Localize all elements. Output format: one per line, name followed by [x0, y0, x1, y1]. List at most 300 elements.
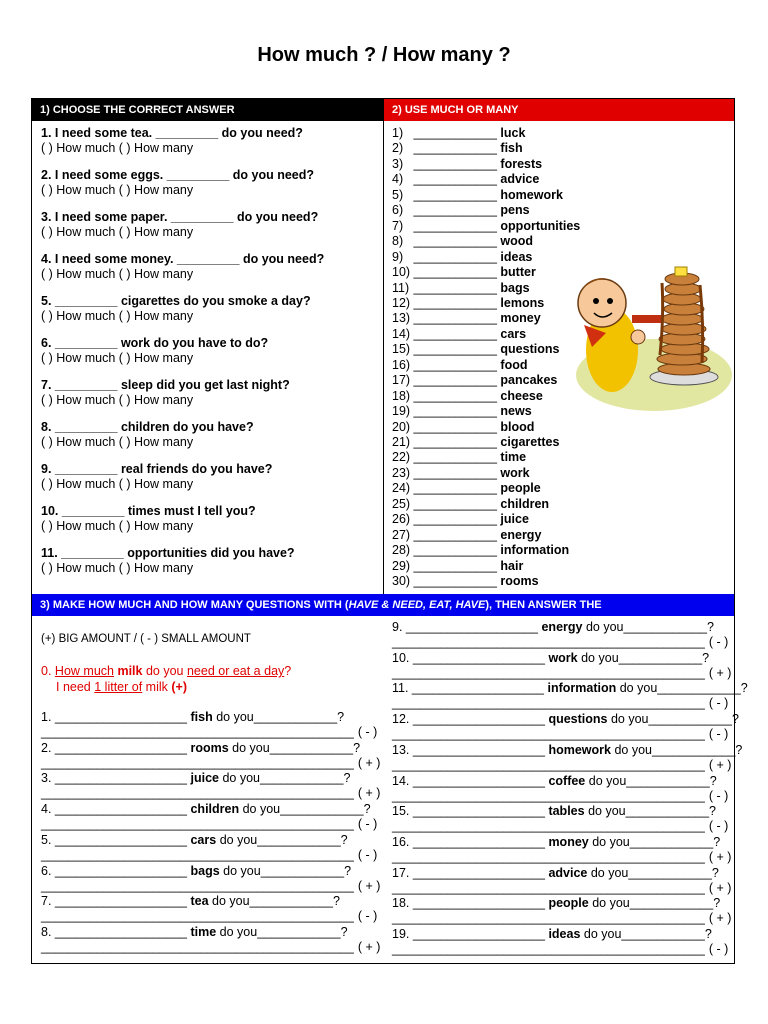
- row-number: 17.: [392, 865, 410, 880]
- do-you-text: do you: [619, 681, 658, 696]
- answer-blank[interactable]: ____________: [413, 481, 497, 496]
- example-answer-sign: (+): [171, 680, 187, 694]
- word-label: blood: [500, 419, 535, 434]
- word-number: 17): [392, 373, 411, 388]
- answer-blank[interactable]: ____________: [648, 712, 732, 727]
- word-number: 2): [392, 141, 404, 156]
- example-question: [41, 663, 291, 679]
- answer-blank[interactable]: _____________________________________________: [392, 696, 705, 711]
- answer-blank[interactable]: ____________: [413, 404, 497, 419]
- amount-sign: ( - ): [357, 909, 378, 924]
- word-item: [392, 342, 559, 357]
- word-item: [392, 311, 541, 326]
- answer-blank[interactable]: ____________: [413, 419, 497, 434]
- question-mark: ?: [713, 896, 721, 911]
- answer-blank[interactable]: ____________: [621, 927, 705, 941]
- row-number: 18.: [392, 896, 410, 911]
- word-number: 20): [392, 419, 411, 434]
- answer-row: [41, 940, 380, 955]
- word-label: food: [500, 357, 528, 372]
- word-item: [392, 512, 529, 527]
- word-number: 8): [392, 234, 404, 249]
- answer-row: [392, 696, 728, 711]
- answer-blank[interactable]: _____________________________________________: [392, 942, 705, 956]
- word-number: 23): [392, 465, 411, 480]
- answer-blank[interactable]: ___________________: [51, 924, 191, 939]
- word-number: 27): [392, 527, 411, 542]
- answer-blank[interactable]: ____________: [413, 342, 497, 357]
- amount-sign: ( + ): [708, 757, 732, 772]
- word-number: 11): [392, 280, 410, 295]
- answer-blank[interactable]: ____________: [413, 373, 497, 388]
- question-text: 1. I need some tea. _________ do you need?: [41, 126, 303, 140]
- answer-blank[interactable]: _____________________________________________: [392, 635, 705, 649]
- section3-header-post: ), THEN ANSWER THE: [485, 599, 602, 611]
- word-label: cars: [500, 326, 527, 341]
- question-mark: ?: [340, 924, 348, 939]
- question-text: 2. I need some eggs. _________ do you need?: [41, 168, 315, 182]
- answer-blank[interactable]: ____________: [413, 234, 497, 249]
- answer-blank[interactable]: ___________________: [408, 681, 548, 696]
- row-noun: money: [548, 834, 589, 849]
- word-label: fish: [500, 141, 523, 156]
- answer-blank[interactable]: ____________: [413, 280, 497, 295]
- word-number: 9): [392, 249, 404, 264]
- row-number: 13.: [392, 742, 410, 757]
- word-label: children: [500, 496, 550, 511]
- word-item: [392, 219, 580, 234]
- row-noun: time: [190, 924, 217, 939]
- word-label: homework: [500, 187, 563, 202]
- word-label: news: [500, 404, 532, 419]
- answer-row: [392, 850, 731, 865]
- answer-row: [41, 817, 377, 832]
- question-item: [41, 336, 268, 366]
- amount-sign: ( + ): [357, 939, 381, 954]
- row-noun: coffee: [548, 773, 586, 788]
- answer-blank[interactable]: ____________: [413, 496, 497, 511]
- section3-header-em: HAVE & NEED, EAT, HAVE: [348, 599, 486, 611]
- answer-blank[interactable]: ____________: [413, 527, 497, 542]
- row-noun: homework: [548, 742, 611, 757]
- question-item: [41, 378, 290, 408]
- do-you-text: do you: [592, 834, 630, 849]
- word-label: rooms: [500, 574, 539, 589]
- answer-blank[interactable]: ___________________: [51, 832, 191, 847]
- answer-blank[interactable]: ____________: [257, 832, 341, 847]
- row-noun: cars: [190, 832, 217, 847]
- question-row: [392, 620, 714, 635]
- word-item: [392, 234, 533, 249]
- example-num: 0.: [41, 664, 52, 678]
- row-number: 10.: [392, 650, 410, 665]
- amount-sign: ( + ): [357, 755, 381, 770]
- answer-blank[interactable]: ____________: [413, 265, 497, 280]
- word-label: work: [500, 465, 530, 480]
- answer-blank[interactable]: ___________________: [409, 712, 549, 727]
- row-number: 1.: [41, 710, 52, 724]
- word-item: [392, 528, 541, 543]
- answer-blank[interactable]: ___________________: [409, 896, 549, 911]
- answer-choices[interactable]: ( ) How much ( ) How many: [41, 183, 194, 197]
- word-number: 16): [392, 357, 411, 372]
- answer-blank[interactable]: ____________: [413, 435, 497, 449]
- answer-blank[interactable]: ____________: [413, 388, 497, 403]
- question-mark: ?: [731, 712, 739, 727]
- question-item: [41, 252, 324, 282]
- answer-choices[interactable]: ( ) How much ( ) How many: [41, 309, 194, 323]
- answer-blank[interactable]: ___________________: [409, 742, 549, 757]
- word-label: people: [500, 481, 541, 496]
- example-answer: [56, 679, 187, 695]
- section1-header: 1) CHOOSE THE CORRECT ANSWER: [32, 99, 383, 121]
- amount-sign: ( - ): [708, 942, 729, 956]
- word-item: [392, 543, 569, 558]
- answer-blank[interactable]: _____________________________________________: [392, 849, 705, 864]
- answer-choices[interactable]: ( ) How much ( ) How many: [41, 267, 194, 281]
- answer-blank[interactable]: ____________: [651, 742, 736, 757]
- word-number: 22): [392, 450, 411, 465]
- word-item: [392, 126, 525, 141]
- row-noun: people: [548, 896, 589, 911]
- question-item: [41, 210, 318, 240]
- answer-blank[interactable]: ____________: [629, 834, 714, 849]
- row-number: 2.: [41, 740, 52, 755]
- answer-blank[interactable]: _____________________________________________: [41, 878, 354, 893]
- answer-row: [392, 789, 728, 804]
- answer-choices[interactable]: ( ) How much ( ) How many: [41, 519, 194, 533]
- do-you-text: do you: [610, 712, 649, 727]
- word-number: 30): [392, 574, 411, 589]
- answer-row: [392, 635, 728, 650]
- answer-blank[interactable]: ____________: [413, 574, 497, 589]
- question-mark: ?: [343, 771, 351, 786]
- answer-blank[interactable]: ____________: [629, 896, 714, 911]
- answer-choices[interactable]: ( ) How much ( ) How many: [41, 561, 194, 575]
- answer-blank[interactable]: _____________________________________________: [392, 757, 705, 772]
- answer-blank[interactable]: ___________________: [51, 710, 191, 724]
- answer-blank[interactable]: ___________________: [51, 771, 191, 786]
- answer-blank[interactable]: ____________: [618, 650, 703, 665]
- question-row: [392, 896, 720, 911]
- amount-sign: ( - ): [357, 817, 378, 832]
- word-label: information: [500, 543, 570, 558]
- answer-blank[interactable]: ____________: [413, 249, 497, 264]
- word-number: 4): [392, 172, 404, 187]
- answer-blank[interactable]: ____________: [413, 558, 497, 573]
- row-number: 9.: [392, 620, 403, 634]
- word-item: [392, 327, 526, 342]
- answer-row: [392, 942, 728, 957]
- row-number: 8.: [41, 924, 52, 939]
- answer-blank[interactable]: _____________________________________________: [41, 725, 354, 739]
- row-number: 4.: [41, 802, 52, 817]
- answer-blank[interactable]: ___________________: [51, 740, 191, 755]
- row-noun: juice: [190, 771, 219, 786]
- answer-blank[interactable]: _____________________________________________: [41, 817, 354, 832]
- answer-blank[interactable]: ____________: [413, 141, 497, 156]
- row-number: 7.: [41, 894, 52, 909]
- answer-blank[interactable]: ____________: [280, 802, 364, 817]
- answer-blank[interactable]: ____________: [257, 924, 341, 939]
- question-mark: ?: [711, 865, 719, 880]
- do-you-text: do you: [585, 620, 624, 634]
- answer-blank[interactable]: ___________________: [409, 865, 549, 880]
- question-text: 4. I need some money. _________ do you need?: [41, 252, 325, 266]
- word-item: [392, 157, 542, 172]
- amount-sign: ( + ): [357, 878, 381, 893]
- answer-blank[interactable]: ____________: [260, 863, 345, 878]
- answer-blank[interactable]: _____________________________________________: [41, 786, 354, 801]
- question-row: [41, 802, 371, 817]
- answer-blank[interactable]: ____________: [413, 357, 497, 372]
- question-row: [41, 741, 360, 756]
- row-number: 14.: [392, 773, 410, 788]
- answer-choices[interactable]: ( ) How much ( ) How many: [41, 435, 194, 449]
- answer-blank[interactable]: ____________: [413, 465, 497, 480]
- do-you-text: do you: [592, 896, 630, 911]
- word-label: cigarettes: [500, 435, 560, 449]
- answer-blank[interactable]: ____________: [413, 156, 497, 171]
- do-you-text: do you: [588, 773, 627, 788]
- word-number: 24): [392, 481, 411, 496]
- answer-choices[interactable]: ( ) How much ( ) How many: [41, 225, 194, 239]
- answer-blank[interactable]: _____________________________________________: [41, 847, 354, 862]
- question-text: 6. _________ work do you have to do?: [41, 336, 269, 350]
- question-row: [41, 833, 348, 848]
- question-row: [392, 651, 709, 666]
- word-number: 5): [392, 187, 404, 202]
- do-you-text: do you: [222, 771, 260, 786]
- question-mark: ?: [709, 773, 717, 788]
- question-row: [392, 927, 712, 942]
- word-number: 21): [392, 435, 411, 449]
- word-item: [392, 497, 549, 512]
- word-item: [392, 481, 541, 496]
- answer-blank[interactable]: ____________: [253, 710, 338, 724]
- answer-blank[interactable]: ____________: [269, 740, 354, 755]
- answer-row: [392, 666, 731, 681]
- question-item: [41, 420, 254, 450]
- answer-choices[interactable]: ( ) How much ( ) How many: [41, 351, 194, 365]
- row-number: 12.: [392, 712, 410, 727]
- example-mid: do you: [145, 664, 184, 678]
- row-noun: work: [548, 650, 578, 665]
- question-row: [41, 864, 351, 879]
- word-number: 28): [392, 543, 411, 558]
- answer-blank[interactable]: ____________: [413, 172, 497, 187]
- do-you-text: do you: [583, 927, 622, 941]
- word-number: 26): [392, 512, 411, 527]
- row-number: 16.: [392, 834, 410, 849]
- row-noun: tea: [190, 894, 209, 909]
- answer-blank[interactable]: _____________________________________________: [392, 665, 705, 680]
- question-mark: ?: [340, 832, 348, 847]
- word-item: [392, 141, 523, 156]
- amount-sign: ( - ): [357, 847, 378, 862]
- answer-blank[interactable]: ____________: [623, 620, 707, 634]
- answer-blank[interactable]: _____________________________________________: [392, 727, 705, 742]
- question-mark: ?: [353, 740, 361, 755]
- word-label: bags: [500, 280, 530, 295]
- question-text: 9. _________ real friends do you have?: [41, 462, 273, 476]
- do-you-text: do you: [232, 740, 270, 755]
- answer-blank[interactable]: ____________: [413, 512, 497, 527]
- answer-blank[interactable]: _____________________________________________: [41, 939, 354, 954]
- answer-blank[interactable]: _____________________________________________: [392, 819, 705, 834]
- example-answer-mid: 1 litter of: [94, 680, 143, 694]
- answer-blank[interactable]: ____________: [413, 126, 497, 140]
- answer-blank[interactable]: ____________: [413, 543, 497, 558]
- word-item: [392, 265, 536, 280]
- answer-blank[interactable]: _____________________________________________: [41, 755, 354, 770]
- word-number: 18): [392, 388, 411, 403]
- answer-blank[interactable]: ____________: [413, 311, 497, 326]
- answer-row: [41, 725, 377, 740]
- word-item: [392, 296, 544, 311]
- word-label: forests: [500, 156, 543, 171]
- answer-blank[interactable]: ____________: [413, 203, 497, 218]
- answer-blank[interactable]: ___________________: [409, 804, 549, 819]
- amount-sign: ( - ): [708, 727, 729, 742]
- amount-sign: ( - ): [708, 696, 729, 711]
- answer-choices[interactable]: ( ) How much ( ) How many: [41, 477, 194, 491]
- answer-blank[interactable]: _____________________________________________: [392, 911, 705, 926]
- row-noun: advice: [548, 865, 588, 880]
- word-label: opportunities: [500, 218, 581, 233]
- word-item: [392, 281, 530, 296]
- answer-blank[interactable]: ____________: [413, 450, 497, 465]
- word-item: [392, 389, 543, 404]
- word-label: pancakes: [500, 373, 558, 388]
- question-row: [392, 743, 742, 758]
- answer-blank[interactable]: ____________: [413, 187, 497, 202]
- do-you-text: do you: [590, 865, 629, 880]
- question-row: [41, 771, 350, 786]
- answer-row: [392, 727, 728, 742]
- question-row: [41, 894, 340, 909]
- word-item: [392, 404, 532, 419]
- answer-blank[interactable]: ___________________: [402, 620, 542, 634]
- answer-blank[interactable]: _____________________________________________: [392, 880, 705, 895]
- question-mark: ?: [363, 802, 371, 817]
- answer-blank[interactable]: ____________: [413, 218, 497, 233]
- question-text: 8. _________ children do you have?: [41, 420, 254, 434]
- amount-sign: ( - ): [357, 725, 378, 739]
- word-number: 15): [392, 342, 411, 357]
- answer-blank[interactable]: ___________________: [409, 650, 549, 665]
- question-item: [41, 504, 256, 534]
- answer-blank[interactable]: ____________: [628, 865, 712, 880]
- answer-blank[interactable]: ___________________: [409, 834, 549, 849]
- word-number: 29): [392, 558, 411, 573]
- question-text: 10. _________ times must I tell you?: [41, 504, 256, 518]
- do-you-text: do you: [223, 863, 261, 878]
- answer-choices[interactable]: ( ) How much ( ) How many: [41, 141, 194, 155]
- word-label: questions: [500, 342, 560, 357]
- question-mark: ?: [706, 620, 714, 634]
- word-item: [392, 358, 527, 373]
- amount-sign: ( - ): [708, 819, 729, 834]
- example-answer-noun: milk: [145, 680, 168, 694]
- answer-blank[interactable]: ___________________: [51, 802, 191, 817]
- word-item: [392, 435, 559, 450]
- word-label: hair: [500, 558, 524, 573]
- answer-row: [41, 786, 380, 801]
- question-item: [41, 168, 314, 198]
- question-mark: ?: [704, 927, 712, 941]
- word-number: 6): [392, 203, 404, 218]
- answer-blank[interactable]: ____________: [413, 326, 497, 341]
- question-row: [392, 866, 719, 881]
- word-item: [392, 450, 526, 465]
- answer-row: [392, 819, 728, 834]
- answer-row: [41, 848, 377, 863]
- word-item: [392, 373, 557, 388]
- answer-choices[interactable]: ( ) How much ( ) How many: [41, 393, 194, 407]
- word-number: 12): [392, 295, 411, 310]
- answer-row: [41, 756, 380, 771]
- answer-blank[interactable]: ____________: [657, 681, 741, 696]
- example-how: How much: [54, 664, 114, 678]
- question-mark: ?: [337, 710, 345, 724]
- question-item: [41, 126, 303, 156]
- answer-blank[interactable]: ____________: [249, 894, 334, 909]
- question-item: [41, 546, 295, 576]
- answer-blank[interactable]: _____________________________________________: [41, 909, 354, 924]
- answer-blank[interactable]: ____________: [260, 771, 344, 786]
- word-item: [392, 466, 530, 481]
- question-row: [41, 710, 344, 725]
- word-label: money: [500, 311, 541, 326]
- answer-blank[interactable]: ___________________: [51, 863, 191, 878]
- word-item: [392, 420, 534, 435]
- answer-blank[interactable]: _____________________________________________: [392, 788, 705, 803]
- answer-blank[interactable]: ___________________: [51, 894, 191, 909]
- word-label: butter: [500, 265, 536, 280]
- row-number: 19.: [392, 927, 410, 941]
- word-label: time: [500, 450, 527, 465]
- word-number: 19): [392, 404, 411, 419]
- answer-row: [41, 879, 380, 894]
- question-row: [392, 712, 739, 727]
- question-item: [41, 294, 311, 324]
- question-mark: ?: [702, 650, 710, 665]
- answer-blank[interactable]: ___________________: [409, 773, 549, 788]
- row-noun: fish: [190, 710, 213, 724]
- page-title: How much ? / How many ?: [257, 44, 511, 66]
- answer-blank[interactable]: ____________: [625, 804, 710, 819]
- row-number: 15.: [392, 804, 410, 819]
- answer-blank[interactable]: ___________________: [409, 927, 549, 941]
- answer-blank[interactable]: ____________: [626, 773, 710, 788]
- word-item: [392, 188, 563, 203]
- answer-row: [392, 881, 731, 896]
- do-you-text: do you: [242, 802, 281, 817]
- row-noun: tables: [548, 804, 585, 819]
- section2-header: 2) USE MUCH OR MANY: [384, 99, 734, 121]
- question-row: [392, 681, 748, 696]
- do-you-text: do you: [614, 742, 652, 757]
- example-answer-pre: I need: [56, 680, 91, 694]
- row-noun: ideas: [548, 927, 581, 941]
- word-number: 25): [392, 496, 411, 511]
- word-item: [392, 172, 539, 187]
- word-label: wood: [500, 234, 534, 249]
- row-noun: energy: [541, 620, 583, 634]
- pancake-man-illustration: [572, 255, 734, 415]
- answer-blank[interactable]: ____________: [413, 295, 497, 310]
